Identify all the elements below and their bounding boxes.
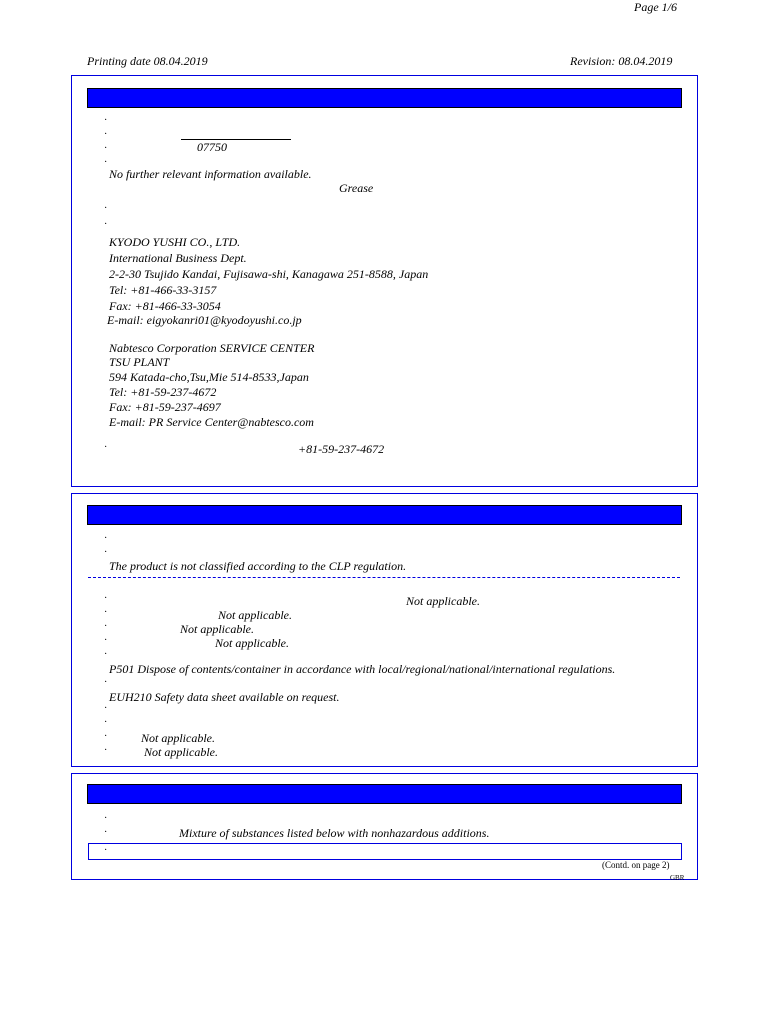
section-2-box: [71, 493, 698, 767]
product-code: 07750: [197, 140, 227, 154]
distributor-tel: Tel: +81-59-237-4672: [109, 385, 217, 399]
not-applicable-1: Not applicable.: [406, 594, 480, 608]
bullet: ·: [104, 635, 108, 646]
bullet: ·: [104, 547, 108, 558]
bullet: ·: [104, 203, 108, 214]
language-code: GBR: [670, 874, 685, 882]
distributor-email: E-mail: PR Service Center@nabtesco.com: [109, 415, 314, 429]
bullet: ·: [104, 442, 108, 453]
printing-date: Printing date 08.04.2019: [87, 54, 208, 68]
supplier-tel: Tel: +81-466-33-3157: [109, 283, 217, 297]
bullet: ·: [104, 813, 108, 824]
distributor-fax: Fax: +81-59-237-4697: [109, 400, 221, 414]
bullet: ·: [104, 703, 108, 714]
continued-note: (Contd. on page 2): [602, 860, 670, 870]
section-2-header-bar: [87, 505, 682, 525]
mixture-description: Mixture of substances listed below with nonhazardous additions.: [179, 826, 490, 840]
clp-classification: The product is not classified according to the CLP regulation.: [109, 559, 407, 573]
bullet: ·: [104, 157, 108, 168]
product-use: Grease: [339, 181, 374, 195]
bullet: ·: [104, 677, 108, 688]
euh210-statement: EUH210 Safety data sheet available on request.: [109, 690, 340, 704]
bullet: ·: [104, 607, 108, 618]
distributor-address: 594 Katada-cho,Tsu,Mie 514-8533,Japan: [109, 370, 309, 384]
revision-date: Revision: 08.04.2019: [570, 54, 673, 68]
bullet: ·: [104, 731, 108, 742]
bullet: ·: [104, 717, 108, 728]
supplier-email: E-mail: eigyokanri01@kyodoyushi.co.jp: [107, 313, 302, 327]
bullet: ·: [104, 115, 108, 126]
bullet: ·: [104, 621, 108, 632]
supplier-address: 2-2-30 Tsujido Kandai, Fujisawa-shi, Kanagawa 251-8588, Japan: [109, 267, 429, 281]
bullet: ·: [104, 593, 108, 604]
distributor-plant: TSU PLANT: [109, 355, 170, 369]
bullet: ·: [104, 129, 108, 140]
not-applicable-2: Not applicable.: [218, 608, 292, 622]
supplier-dept: International Business Dept.: [109, 251, 247, 265]
dashed-separator: [88, 577, 680, 578]
supplier-fax: Fax: +81-466-33-3054: [109, 299, 221, 313]
supplier-name: KYODO YUSHI CO., LTD.: [109, 235, 241, 249]
bullet: ·: [104, 649, 108, 660]
not-applicable-4: Not applicable.: [215, 636, 289, 650]
bullet: ·: [104, 533, 108, 544]
no-further-info: No further relevant information available.: [109, 167, 312, 181]
table-header-box: [88, 843, 682, 860]
page-number: Page 1/6: [634, 0, 677, 14]
bullet: ·: [104, 745, 108, 756]
not-applicable-6: Not applicable.: [144, 745, 218, 759]
section-3-header-bar: [87, 784, 682, 804]
bullet: ·: [104, 143, 108, 154]
not-applicable-3: Not applicable.: [180, 622, 254, 636]
emergency-phone: +81-59-237-4672: [298, 442, 385, 456]
bullet: ·: [104, 219, 108, 230]
bullet: ·: [104, 827, 108, 838]
distributor-name: Nabtesco Corporation SERVICE CENTER: [109, 341, 315, 355]
bullet: ·: [104, 845, 108, 856]
not-applicable-5: Not applicable.: [141, 731, 215, 745]
section-1-header-bar: [87, 88, 682, 108]
p501-statement: P501 Dispose of contents/container in accordance with local/regional/national/international regulations.: [109, 662, 616, 676]
